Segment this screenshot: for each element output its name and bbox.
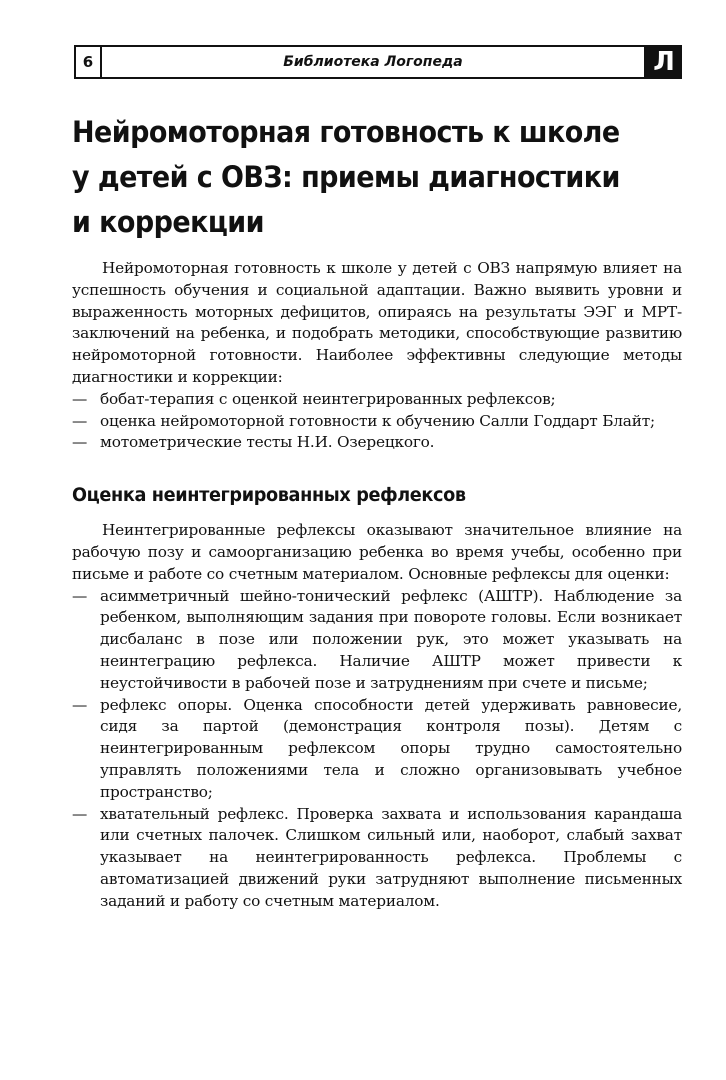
list-item: — асимметричный шейно-тонический рефлекс (АШТР). Наблюдение за ребенком, выполняющим задания при повороте головы. Если возникает дисбаланс в позе или положении рук, это может указывать на неинтеграцию рефлекса. Наличие АШТР может привести к неустойчивости в рабочей позе и затруднениям при счете и письме; [72,586,682,695]
methods-list [72,389,682,454]
list-item: — бобат-терапия с оценкой неинтегрированных рефлексов; [72,389,682,411]
list-item: — оценка нейромоторной готовности к обучению Салли Годдарт Блайт; [72,411,682,433]
section-paragraph: Неинтегрированные рефлексы оказывают значительное влияние на рабочую позу и самоорганизацию ребенка во время учебы, особенно при письме и работе со счетным материалом. Основные рефлексы для оценки: [72,521,682,583]
running-title: Библиотека Логопеда [102,45,646,79]
page-body [72,258,682,913]
chapter-title: Нейромоторная готовность к школе у детей с ОВЗ: приемы диагностики и коррекции [72,115,620,239]
section-title: Оценка неинтегрированных рефлексов [72,484,466,507]
section-badge: Л [646,45,682,79]
intro-paragraph: Нейромоторная готовность к школе у детей с ОВЗ напрямую влияет на успешность обучения и социальной адаптации. Важно выявить уровни и выраженность моторных дефицитов, опираясь на результаты ЭЭГ и МРТ-заключений на ребенка, и подобрать методики, способствующие развитию нейромоторной готовности. Наиболее эффективны следующие методы диагностики и коррекции: [72,259,682,386]
list-item: — хватательный рефлекс. Проверка захвата и использования карандаша или счетных палочек. Слишком сильный или, наоборот, слабый захват указывает на неинтегрированность рефлекса. Проблемы с автоматизацией движений руки затрудняют выполнение письменных заданий и работу со счетным материалом. [72,804,682,913]
list-item: — мотометрические тесты Н.И. Озерецкого. [72,432,682,454]
page-header [74,45,682,79]
reflexes-list [72,586,682,913]
page-number: 6 [74,45,102,79]
list-item: — рефлекс опоры. Оценка способности детей удерживать равновесие, сидя за партой (демонстрация контроля позы). Детям с неинтегрированным рефлексом опоры трудно самостоятельно управлять положениями тела и сложно организовывать учебное пространство; [72,695,682,804]
